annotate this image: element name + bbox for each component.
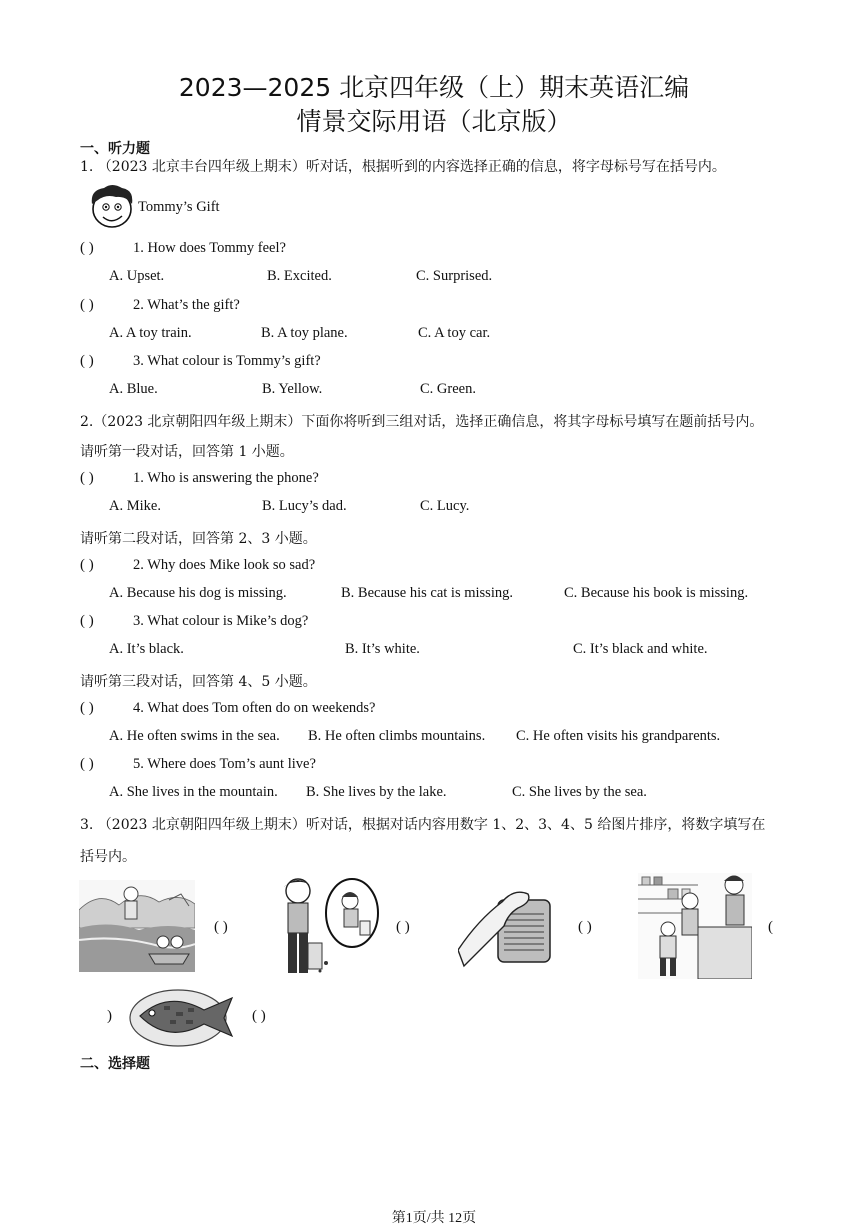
q2-part2-instruction: 请听第二段对话，回答第 2、3 小题。 xyxy=(80,531,317,547)
option-b: B. Excited. xyxy=(267,268,332,284)
option-a: A. She lives in the mountain. xyxy=(109,784,278,800)
answer-bracket[interactable]: ( ) xyxy=(80,470,94,486)
question-text: 1. Who is answering the phone? xyxy=(133,470,319,486)
section-heading-choice: 二、选择题 xyxy=(80,1056,150,1072)
fish-plate-icon xyxy=(128,980,236,1050)
q2-part1-instruction: 请听第一段对话，回答第 1 小题。 xyxy=(80,444,294,460)
q2-intro: 2.（2023 北京朝阳四年级上期末）下面你将听到三组对话，选择正确信息，将其字母标号填写在题前括号内。 xyxy=(80,414,764,430)
option-c: C. She lives by the sea. xyxy=(512,784,647,800)
option-c: C. It’s black and white. xyxy=(573,641,708,657)
section-heading-listening: 一、听力题 xyxy=(80,141,150,157)
page-subtitle: 情景交际用语（北京版） xyxy=(296,107,572,136)
option-a: A. Because his dog is missing. xyxy=(109,585,287,601)
option-b: B. Because his cat is missing. xyxy=(341,585,513,601)
answer-bracket[interactable]: ( ) xyxy=(252,1008,266,1024)
question-text: 2. What’s the gift? xyxy=(133,297,240,313)
answer-bracket[interactable]: ( ) xyxy=(214,919,228,935)
page-number: 第1页/共 12页 xyxy=(391,1211,477,1226)
option-c: C. Green. xyxy=(420,381,476,397)
answer-bracket-close[interactable]: ) xyxy=(107,1008,112,1024)
girl-thinking-icon xyxy=(272,873,380,981)
q2-part3-instruction: 请听第三段对话，回答第 4、5 小题。 xyxy=(80,674,317,690)
option-b: B. She lives by the lake. xyxy=(306,784,447,800)
option-c: C. Lucy. xyxy=(420,498,470,514)
option-a: A. Upset. xyxy=(109,268,165,284)
option-a: A. Mike. xyxy=(109,498,161,514)
option-c: C. Because his book is missing. xyxy=(564,585,749,601)
option-c: C. Surprised. xyxy=(416,268,493,284)
question-text: 5. Where does Tom’s aunt live? xyxy=(133,756,316,772)
option-c: C. A toy car. xyxy=(418,325,491,341)
option-c: C. He often visits his grandparents. xyxy=(516,728,721,744)
answer-bracket[interactable]: ( ) xyxy=(80,353,94,369)
answer-bracket[interactable]: ( ) xyxy=(80,700,94,716)
answer-bracket[interactable]: ( ) xyxy=(396,919,410,935)
q3-intro-cont: 括号内。 xyxy=(80,849,136,865)
answer-bracket[interactable]: ( ) xyxy=(80,756,94,772)
question-text: 2. Why does Mike look so sad? xyxy=(133,557,316,573)
option-b: B. He often climbs mountains. xyxy=(308,728,486,744)
answer-bracket[interactable]: ( ) xyxy=(80,240,94,256)
answer-bracket[interactable]: ( ) xyxy=(578,919,592,935)
option-b: B. Lucy’s dad. xyxy=(262,498,347,514)
option-b: B. Yellow. xyxy=(262,381,323,397)
option-a: A. It’s black. xyxy=(109,641,184,657)
hand-radio-icon xyxy=(458,880,558,970)
question-text: 4. What does Tom often do on weekends? xyxy=(133,700,376,716)
story-title: Tommy’s Gift xyxy=(138,199,220,215)
answer-bracket[interactable]: ( ) xyxy=(80,557,94,573)
shop-scene-icon xyxy=(638,873,752,979)
page-title: 2023—2025 北京四年级（上）期末英语汇编 xyxy=(178,73,690,102)
option-b: B. A toy plane. xyxy=(261,325,348,341)
answer-bracket[interactable]: ( ) xyxy=(80,297,94,313)
option-a: A. A toy train. xyxy=(109,325,192,341)
option-a: A. He often swims in the sea. xyxy=(109,728,280,744)
answer-bracket-open[interactable]: ( xyxy=(768,919,773,935)
q1-intro: 1. （2023 北京丰台四年级上期末）听对话，根据听到的内容选择正确的信息，将字母标号写在括号内。 xyxy=(80,159,726,175)
lake-scene-icon xyxy=(79,880,195,972)
option-a: A. Blue. xyxy=(109,381,158,397)
tommy-face-icon xyxy=(86,182,138,230)
question-text: 1. How does Tommy feel? xyxy=(133,240,286,256)
question-text: 3. What colour is Mike’s dog? xyxy=(133,613,309,629)
q3-intro: 3. （2023 北京朝阳四年级上期末）听对话，根据对话内容用数字 1、2、3、4、5 给图片排序，将数字填写在 xyxy=(80,817,766,833)
option-b: B. It’s white. xyxy=(345,641,420,657)
answer-bracket[interactable]: ( ) xyxy=(80,613,94,629)
question-text: 3. What colour is Tommy’s gift? xyxy=(133,353,321,369)
